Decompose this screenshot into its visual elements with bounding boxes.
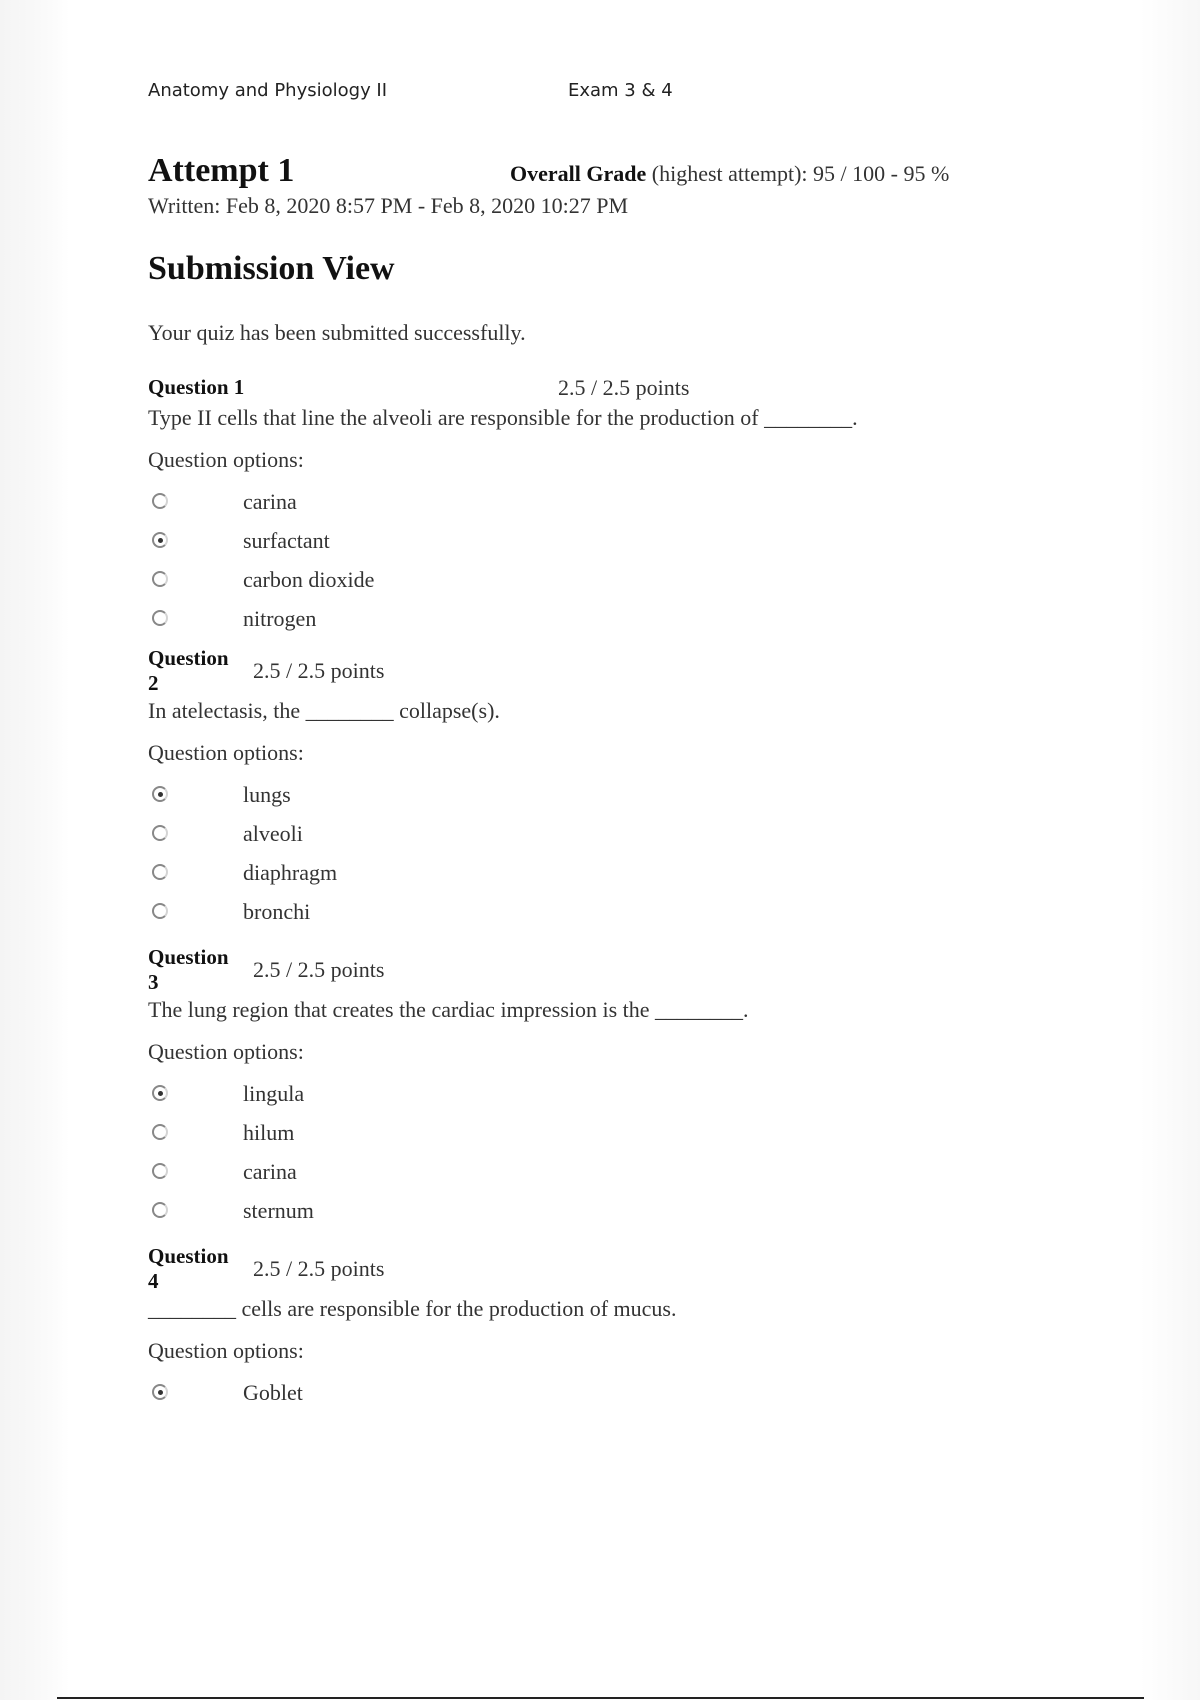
option-label: lingula (243, 1081, 305, 1106)
option-lungs[interactable] (148, 782, 1048, 821)
question-points: 2.5 / 2.5 points (558, 375, 690, 400)
option-sternum[interactable] (148, 1198, 1048, 1237)
option-label: diaphragm (243, 860, 338, 885)
question-text: The lung region that creates the cardiac impression is the ________. (148, 997, 749, 1022)
question-points: 2.5 / 2.5 points (253, 1256, 385, 1281)
overall-grade (510, 161, 949, 187)
overall-grade-qualifier: (highest attempt): (651, 161, 808, 186)
option-label: carina (243, 1159, 297, 1184)
question-options-label: Question options: (148, 1039, 304, 1064)
question-label: Question 3 (148, 945, 229, 994)
question-text: Type II cells that line the alveoli are responsible for the production of ________. (148, 405, 858, 430)
radio-unchecked-icon[interactable] (152, 864, 168, 880)
submission-title: Submission View (148, 250, 395, 287)
radio-unchecked-icon[interactable] (152, 903, 168, 919)
option-label: surfactant (243, 528, 330, 553)
option-diaphragm[interactable] (148, 860, 1048, 899)
radio-unchecked-icon[interactable] (152, 1202, 168, 1218)
option-label: bronchi (243, 899, 311, 924)
question-1 (148, 375, 1048, 645)
option-alveoli[interactable] (148, 821, 1048, 860)
question-options (148, 489, 1048, 645)
question-text: ________ cells are responsible for the production of mucus. (148, 1296, 677, 1321)
option-label: nitrogen (243, 606, 317, 631)
radio-unchecked-icon[interactable] (152, 493, 168, 509)
radio-unchecked-icon[interactable] (152, 610, 168, 626)
question-options (148, 782, 1048, 938)
question-options-label: Question options: (148, 740, 304, 765)
question-label: Question 2 (148, 646, 229, 695)
option-carina[interactable] (148, 489, 1048, 528)
question-label: Question 1 (148, 375, 245, 399)
radio-checked-icon[interactable] (152, 786, 168, 802)
page-bottom-rule (57, 1697, 1144, 1699)
option-nitrogen[interactable] (148, 606, 1048, 645)
question-options (148, 1380, 1048, 1419)
written-timestamp: Written: Feb 8, 2020 8:57 PM - Feb 8, 2020 10:27 PM (148, 193, 629, 218)
option-surfactant[interactable] (148, 528, 1048, 567)
radio-unchecked-icon[interactable] (152, 1124, 168, 1140)
option-goblet[interactable] (148, 1380, 1048, 1419)
option-bronchi[interactable] (148, 899, 1048, 938)
option-label: alveoli (243, 821, 303, 846)
question-2 (148, 646, 1048, 938)
radio-unchecked-icon[interactable] (152, 1163, 168, 1179)
question-points: 2.5 / 2.5 points (253, 658, 385, 683)
attempt-title: Attempt 1 (148, 152, 295, 189)
option-hilum[interactable] (148, 1120, 1048, 1159)
course-title: Anatomy and Physiology II (148, 80, 388, 101)
option-lingula[interactable] (148, 1081, 1048, 1120)
question-text: In atelectasis, the ________ collapse(s). (148, 698, 500, 723)
option-label: hilum (243, 1120, 295, 1145)
option-label: carbon dioxide (243, 567, 375, 592)
question-label: Question 4 (148, 1244, 229, 1293)
radio-checked-icon[interactable] (152, 1384, 168, 1400)
option-label: Goblet (243, 1380, 303, 1405)
radio-checked-icon[interactable] (152, 532, 168, 548)
question-options (148, 1081, 1048, 1237)
option-label: carina (243, 489, 297, 514)
radio-checked-icon[interactable] (152, 1085, 168, 1101)
radio-unchecked-icon[interactable] (152, 571, 168, 587)
question-points: 2.5 / 2.5 points (253, 957, 385, 982)
option-carina[interactable] (148, 1159, 1048, 1198)
question-options-label: Question options: (148, 1338, 304, 1363)
radio-unchecked-icon[interactable] (152, 825, 168, 841)
overall-grade-value: 95 / 100 - 95 % (813, 161, 950, 186)
submission-message: Your quiz has been submitted successfully. (148, 320, 526, 345)
option-label: lungs (243, 782, 291, 807)
option-carbon-dioxide[interactable] (148, 567, 1048, 606)
question-3 (148, 945, 1048, 1237)
question-options-label: Question options: (148, 447, 304, 472)
question-4 (148, 1244, 1048, 1419)
overall-grade-label: Overall Grade (510, 161, 647, 186)
exam-title: Exam 3 & 4 (568, 80, 673, 101)
option-label: sternum (243, 1198, 314, 1223)
